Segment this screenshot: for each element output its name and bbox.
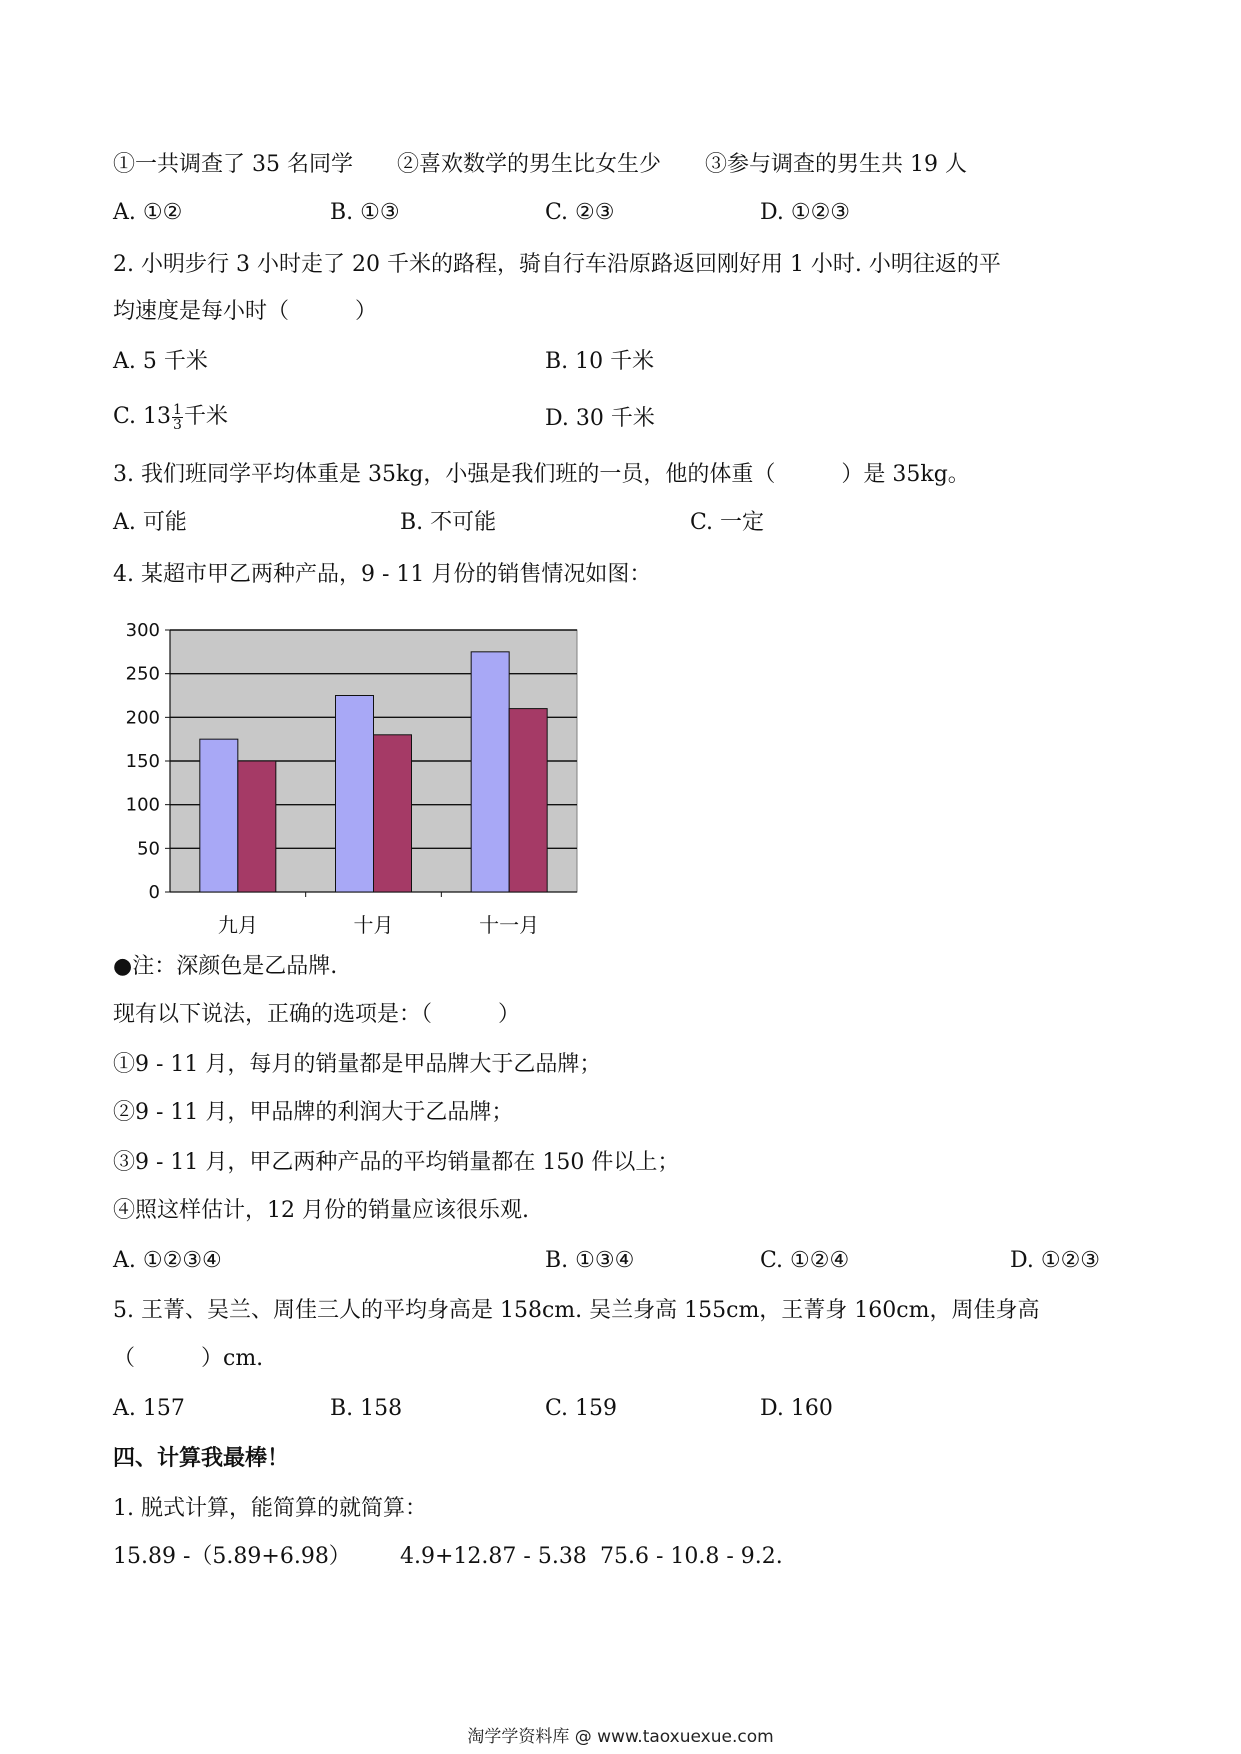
q1-statements: ①一共调查了 35 名同学 ②喜欢数学的男生比女生少 ③参与调查的男生共 19 人 bbox=[113, 152, 967, 177]
y-tick-label: 150 bbox=[125, 751, 160, 772]
y-tick-label: 50 bbox=[137, 838, 160, 860]
x-tick-label: 十月 bbox=[353, 913, 394, 935]
q4-text: 4. 某超市甲乙两种产品，9 - 11 月份的销售情况如图： bbox=[113, 562, 652, 587]
q4-option-a: A. ①②③④ bbox=[113, 1248, 222, 1273]
chart-bar bbox=[509, 709, 547, 892]
q2-option-a: A. 5 千米 bbox=[113, 349, 208, 374]
q2-option-c-suffix: 千米 bbox=[183, 404, 228, 429]
chart-x-axis-ticks bbox=[218, 892, 539, 935]
section-title: 四、计算我最棒！ bbox=[113, 1446, 290, 1471]
footer-watermark: 淘学学资料库 @ www.taoxuexue.com bbox=[467, 1727, 774, 1747]
q4-statement-4: ④照这样估计，12 月份的销量应该很乐观. bbox=[113, 1198, 529, 1223]
q5-option-b: B. 158 bbox=[330, 1396, 403, 1421]
q5-option-c: C. 159 bbox=[545, 1396, 618, 1421]
x-tick-label: 十一月 bbox=[479, 913, 540, 935]
q1-option-a: A. ①② bbox=[113, 200, 183, 225]
q2-option-b: B. 10 千米 bbox=[545, 349, 655, 374]
q5-text-line2: （ ）cm. bbox=[113, 1346, 264, 1371]
q4-statement-1: ①9 - 11 月，每月的销量都是甲品牌大于乙品牌； bbox=[113, 1052, 602, 1077]
q4-option-d: D. ①②③ bbox=[1010, 1248, 1101, 1273]
q4-option-c: C. ①②④ bbox=[760, 1248, 850, 1273]
q3-text: 3. 我们班同学平均体重是 35kg，小强是我们班的一员，他的体重（ ）是 35kg。 bbox=[113, 462, 970, 487]
q1-option-b: B. ①③ bbox=[330, 200, 400, 225]
expression-2: 4.9+12.87 - 5.38 bbox=[400, 1544, 587, 1569]
sales-bar-chart bbox=[105, 610, 585, 935]
q1-option-d: D. ①②③ bbox=[760, 200, 851, 225]
q2-text-line1: 2. 小明步行 3 小时走了 20 千米的路程，骑自行车沿原路返回刚好用 1 小时. 小明往返的平 bbox=[113, 252, 1001, 277]
q4-option-b: B. ①③④ bbox=[545, 1248, 635, 1273]
chart-bar bbox=[238, 761, 276, 892]
chart-bar bbox=[336, 696, 374, 893]
expression-1: 15.89 -（5.89+6.98） bbox=[113, 1544, 351, 1569]
q2-text-line2: 均速度是每小时（ ） bbox=[113, 299, 378, 324]
q2-option-d: D. 30 千米 bbox=[545, 406, 655, 431]
chart-bar bbox=[374, 735, 412, 892]
q4-statement-2: ②9 - 11 月，甲品牌的利润大于乙品牌； bbox=[113, 1100, 514, 1125]
q4-note: ●注：深颜色是乙品牌. bbox=[113, 954, 338, 979]
fraction-denominator: 3 bbox=[173, 416, 182, 433]
y-tick-label: 100 bbox=[125, 794, 160, 816]
x-tick-label: 九月 bbox=[217, 913, 258, 935]
q3-option-a: A. 可能 bbox=[113, 510, 187, 535]
y-tick-label: 300 bbox=[125, 620, 160, 641]
chart-bar bbox=[200, 739, 238, 892]
q5-option-d: D. 160 bbox=[760, 1396, 833, 1421]
q2-option-c-prefix: C. 13 bbox=[113, 404, 172, 429]
q1-option-c: C. ②③ bbox=[545, 200, 615, 225]
q2-option-c-fraction bbox=[172, 403, 183, 432]
y-tick-label: 200 bbox=[125, 707, 160, 729]
y-tick-label: 250 bbox=[125, 663, 160, 685]
q2-option-c bbox=[113, 402, 228, 432]
chart-y-axis-ticks bbox=[126, 620, 170, 903]
q5-text-line1: 5. 王菁、吴兰、周佳三人的平均身高是 158cm. 吴兰身高 155cm，王菁身 160cm，周佳身高 bbox=[113, 1298, 1040, 1323]
y-tick-label: 0 bbox=[148, 882, 160, 903]
q3-option-b: B. 不可能 bbox=[400, 510, 497, 535]
chart-bar bbox=[471, 652, 509, 892]
section-subtitle: 1. 脱式计算，能简算的就简算： bbox=[113, 1496, 427, 1521]
expression-3: 75.6 - 10.8 - 9.2. bbox=[600, 1544, 783, 1569]
fraction-numerator: 1 bbox=[173, 401, 182, 418]
q4-question: 现有以下说法，正确的选项是：（ ） bbox=[113, 1002, 521, 1027]
q5-option-a: A. 157 bbox=[113, 1396, 185, 1421]
q3-option-c: C. 一定 bbox=[690, 510, 765, 535]
q4-statement-3: ③9 - 11 月，甲乙两种产品的平均销量都在 150 件以上； bbox=[113, 1150, 680, 1175]
